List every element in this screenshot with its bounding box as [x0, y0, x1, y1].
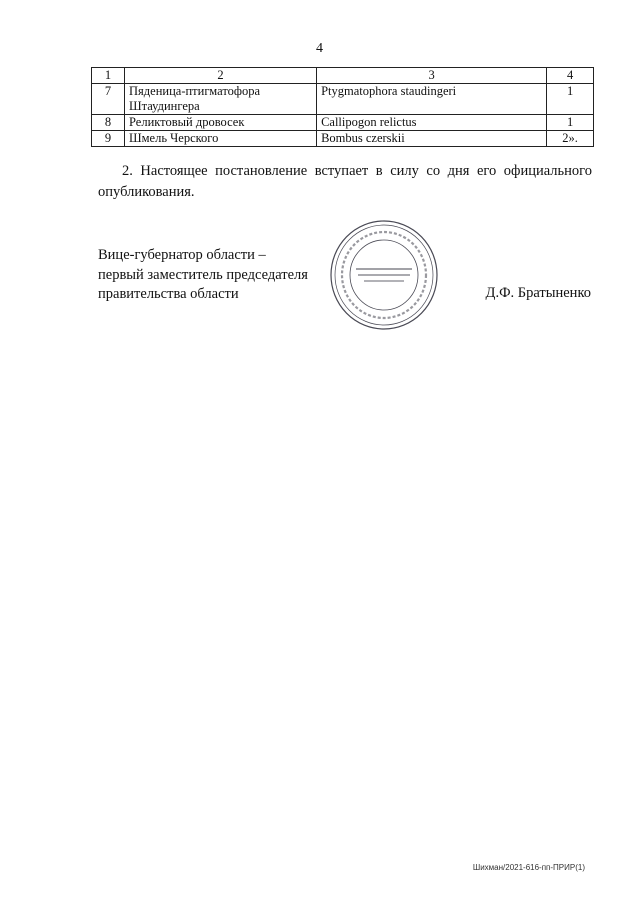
table-row [92, 115, 594, 131]
species-name-lat: Callipogon relictus [317, 115, 547, 131]
official-seal-stamp [328, 218, 440, 332]
signatory-title-line: Вице-губернатор области – [98, 247, 266, 263]
table-row [92, 131, 594, 147]
row-number: 7 [92, 84, 125, 115]
table-row [92, 84, 594, 115]
header-cell: 3 [317, 68, 547, 84]
species-name-lat: Bombus czerskii [317, 131, 547, 147]
header-cell: 4 [547, 68, 594, 84]
document-footer-code: Шихман/2021-616-пп-ПРИР(1) [472, 863, 585, 872]
row-number: 8 [92, 115, 125, 131]
signatory-name: Д.Ф. Братыненко [485, 285, 591, 301]
species-name-ru: Пяденица-птигматофора Штаудингера [125, 84, 317, 115]
header-cell: 2 [125, 68, 317, 84]
header-cell: 1 [92, 68, 125, 84]
species-table [91, 67, 594, 147]
row-number: 9 [92, 131, 125, 147]
resolution-paragraph: 2. Настоящее постановление вступает в силу со дня его официального опубликования. [98, 163, 592, 200]
category-cell: 2». [547, 131, 594, 147]
signatory-title [98, 246, 328, 305]
species-name-ru: Реликтовый дровосек [125, 115, 317, 131]
table-header-row [92, 68, 594, 84]
signatory-title-line: правительства области [98, 286, 239, 302]
species-name-ru: Шмель Черского [125, 131, 317, 147]
signatory-title-line: первый заместитель председателя [98, 266, 308, 283]
category-cell: 1 [547, 84, 594, 115]
page-number: 4 [316, 41, 323, 56]
category-cell: 1 [547, 115, 594, 131]
species-name-lat: Ptygmatophora staudingeri [317, 84, 547, 115]
